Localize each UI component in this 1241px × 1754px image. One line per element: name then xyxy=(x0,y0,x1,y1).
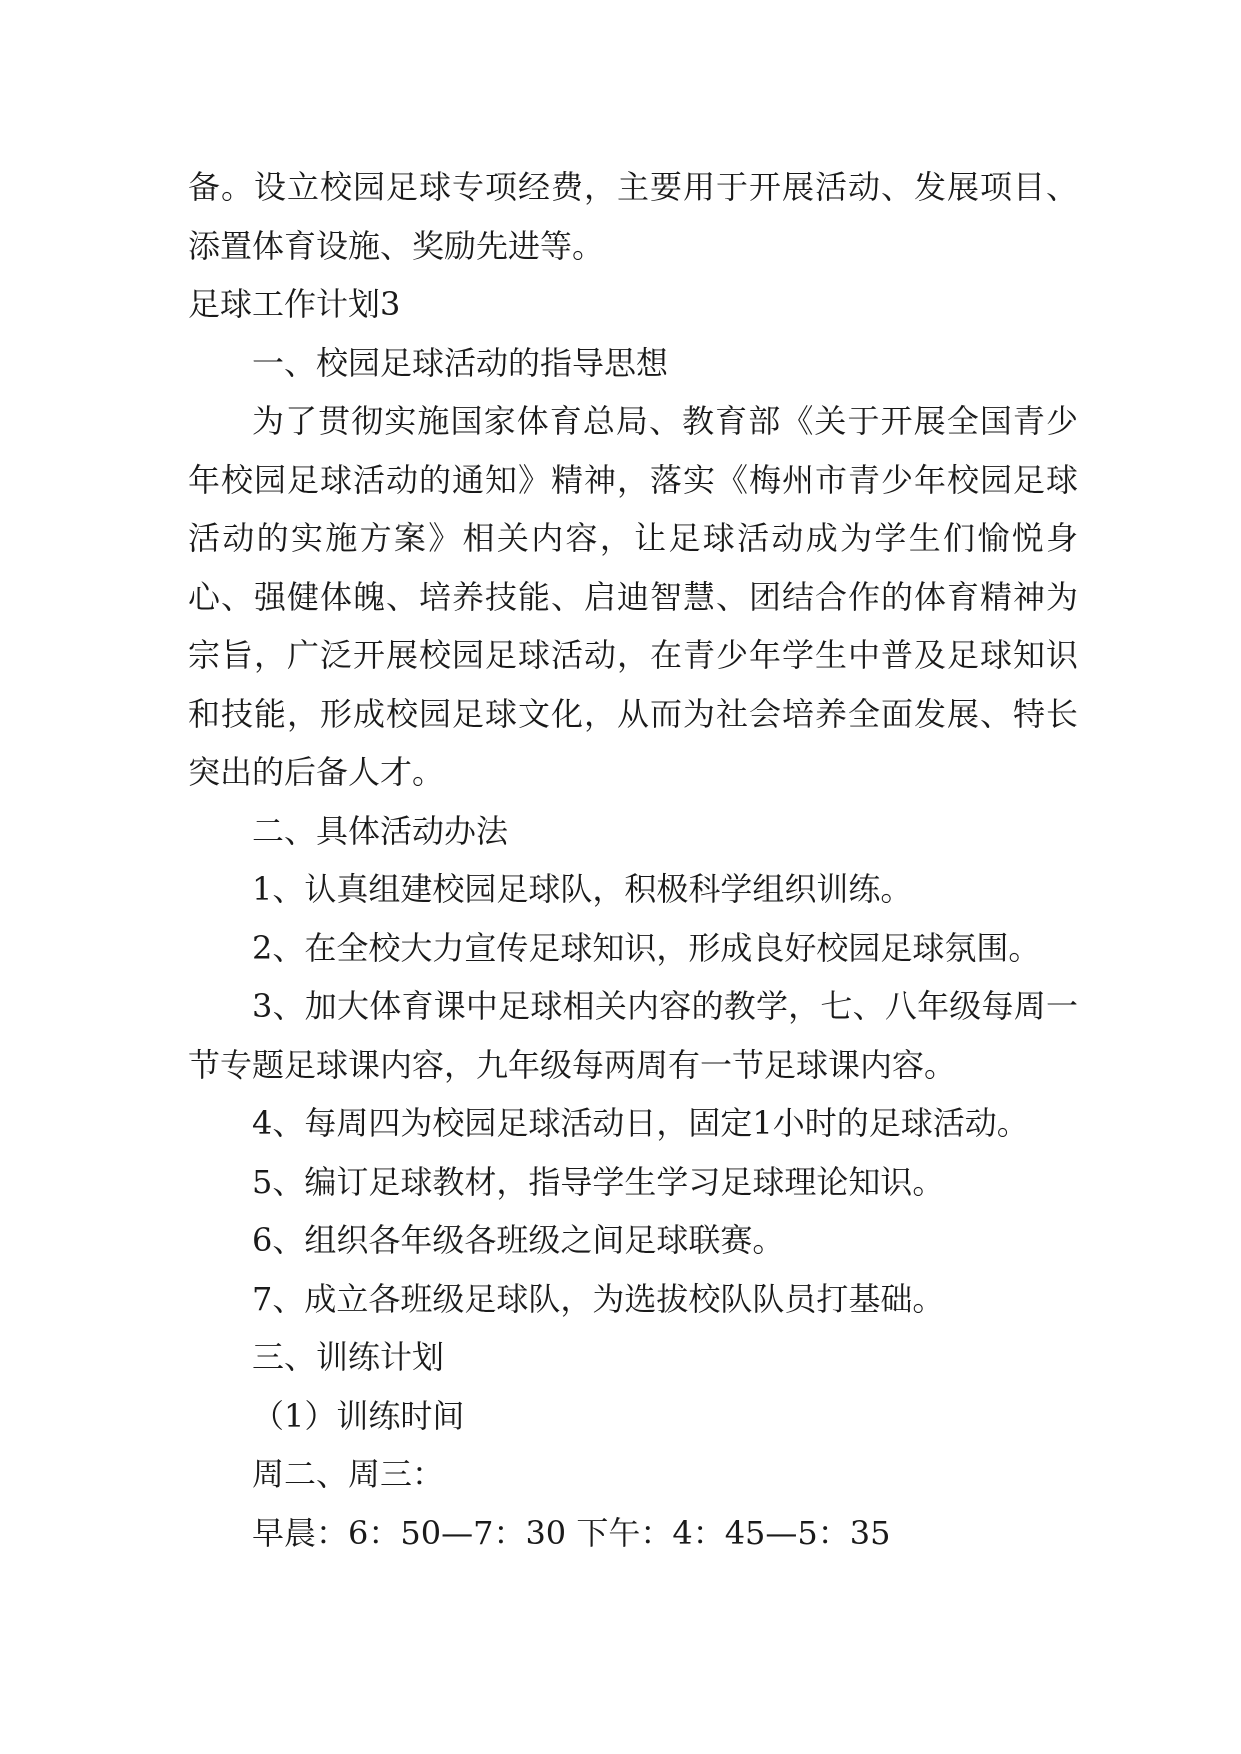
list-item-7: 7、成立各班级足球队，为选拔校队队员打基础。 xyxy=(252,1279,945,1318)
training-days: 周二、周三： xyxy=(252,1455,445,1493)
section-title: 足球工作计划3 xyxy=(188,285,401,323)
paragraph-guiding-ideology: 为了贯彻实施国家体育总局、教育部《关于开展全国青少年校园足球活动的通知》精神，落实《梅州市青少年校园足球活动的实施方案》相关内容，让足球活动成为学生们愉悦身心、强健体魄、培养技能、启迪智慧、团结合作的体育精神为宗旨，广泛开展校园足球活动，在青少年学生中普及足球知识和技能，形成校园足球文化，从而为社会培养全面发展、特长突出的后备人才。 xyxy=(188,402,1078,791)
paragraph-funding: 备。设立校园足球专项经费，主要用于开展活动、发展项目、添置体育设施、奖励先进等。 xyxy=(188,168,1078,265)
list-item-6: 6、组织各年级各班级之间足球联赛。 xyxy=(252,1221,785,1259)
document-body xyxy=(188,158,1078,1562)
heading-guiding-ideology: 一、校园足球活动的指导思想 xyxy=(252,343,669,382)
subheading-training-time: （1）训练时间 xyxy=(252,1396,465,1435)
list-item-1: 1、认真组建校园足球队，积极科学组织训练。 xyxy=(252,870,913,908)
list-item-4: 4、每周四为校园足球活动日，固定1小时的足球活动。 xyxy=(252,1104,1029,1142)
list-item-3: 3、加大体育课中足球相关内容的教学，七、八年级每周一节专题足球课内容，九年级每两周有一节足球课内容。 xyxy=(188,987,1078,1084)
training-hours: 早晨：6：50—7：30 下午：4：45—5：35 xyxy=(252,1513,891,1552)
heading-activity-methods: 二、具体活动办法 xyxy=(252,811,509,850)
list-item-5: 5、编订足球教材，指导学生学习足球理论知识。 xyxy=(252,1162,945,1201)
list-item-2: 2、在全校大力宣传足球知识，形成良好校园足球氛围。 xyxy=(252,928,1041,967)
heading-training-plan: 三、训练计划 xyxy=(252,1338,445,1376)
